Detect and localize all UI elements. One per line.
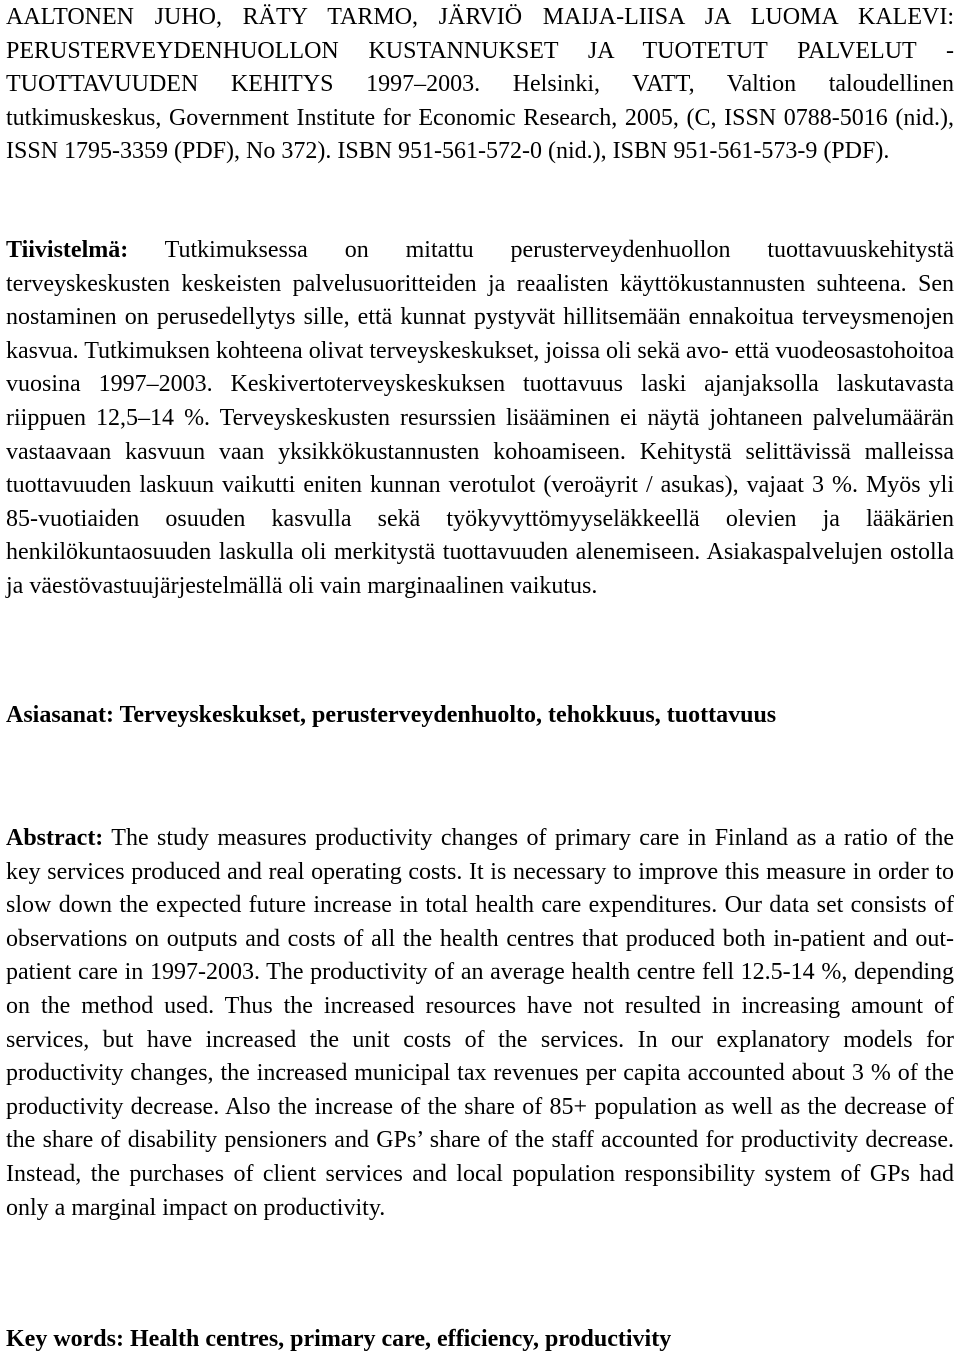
english-abstract-paragraph [6,822,954,1225]
english-abstract-text: The study measures productivity changes of primary care in Finland as a ratio of the key services produced and real operating costs. It is necessary to improve this measure in order to slow down the expected future increase in total health care expenditures. Our data set consists of observations on outputs and costs of all the health centres that produced both in-patient and out-patient care in 1997-2003. The productivity of an average health centre fell 12.5-14 %, depending on the method used. Thus the increased resources have not resulted in increasing amount of services, but have increased the unit costs of the services. In our explanatory models for productivity changes, the increased municipal tax revenues per capita accounted about 3 % of the productivity decrease. Also the increase of the share of 85+ population as well as the decrease of the share of disability pensioners and GPs’ share of the staff accounted for productivity decrease. Instead, the purchases of client services and local population responsibility system of GPs had only a marginal impact on productivity. [6,825,954,1221]
finnish-abstract-text: Tutkimuksessa on mitattu perusterveydenhuollon tuottavuuskehitystä terveyskeskusten keskeisten palvelusuoritteiden ja reaalisten käyttökustannusten suhteena. Sen nostaminen on perusedellytys sille, että kunnat pystyvät hillitsemään ennakoitua terveysmenojen kasvua. Tutkimuksen kohteena olivat terveyskeskukset, joissa oli sekä avo- että vuodeosastohoitoa vuosina 1997–2003. Keskivertoterveyskeskuksen tuottavuus laski ajanjaksolla laskutavasta riippuen 12,5–14 %. Terveyskeskusten resurssien lisääminen ei näytä johtaneen palvelumäärän vastaavaan kasvuun vaan yksikkökustannusten kohoamiseen. Kehitystä selittävissä malleissa tuottavuuden laskuun vaikutti eniten kunnan verotulot (veroäyrit / asukas), vajaat 3 %. Myös yli 85-vuotiaiden osuuden kasvulla sekä työkyvyttömyyseläkkeellä olevien ja lääkärien henkilökuntaosuuden laskulla oli merkitystä tuottavuuden alenemiseen. Asiakaspalvelujen ostolla ja väestövastuujärjestelmällä oli vain marginaalinen vaikutus. [6,237,954,599]
citation-text: AALTONEN JUHO, RÄTY TARMO, JÄRVIÖ MAIJA-LIISA JA LUOMA KALEVI: PERUSTERVEYDENHUOLLON KUSTANNUKSET JA TUOTETUT PALVELUT - TUOTTAVUUDEN KEHITYS 1997–2003. Helsinki, VATT, Valtion taloudellinen tutkimuskeskus, Government Institute for Economic Research, 2005, (C, ISSN 0788-5016 (nid.), ISSN 1795-3359 (PDF), No 372). ISBN 951-561-572-0 (nid.), ISBN 951-561-573-9 (PDF). [6,4,954,165]
citation-paragraph [6,1,954,169]
finnish-abstract-paragraph [6,234,954,604]
finnish-keywords-paragraph [6,699,954,733]
finnish-keywords-label: Asiasanat: [6,702,115,728]
english-abstract-label: Abstract: [6,825,104,851]
finnish-abstract-label: Tiivistelmä: [6,237,129,263]
finnish-keywords-text: Terveyskeskukset, perusterveydenhuolto, tehokkuus, tuottavuus [114,702,777,728]
english-keywords-text: Health centres, primary care, efficiency, productivity [123,1326,672,1352]
english-keywords-label: Key words: [6,1326,124,1352]
english-keywords-paragraph [6,1323,954,1357]
